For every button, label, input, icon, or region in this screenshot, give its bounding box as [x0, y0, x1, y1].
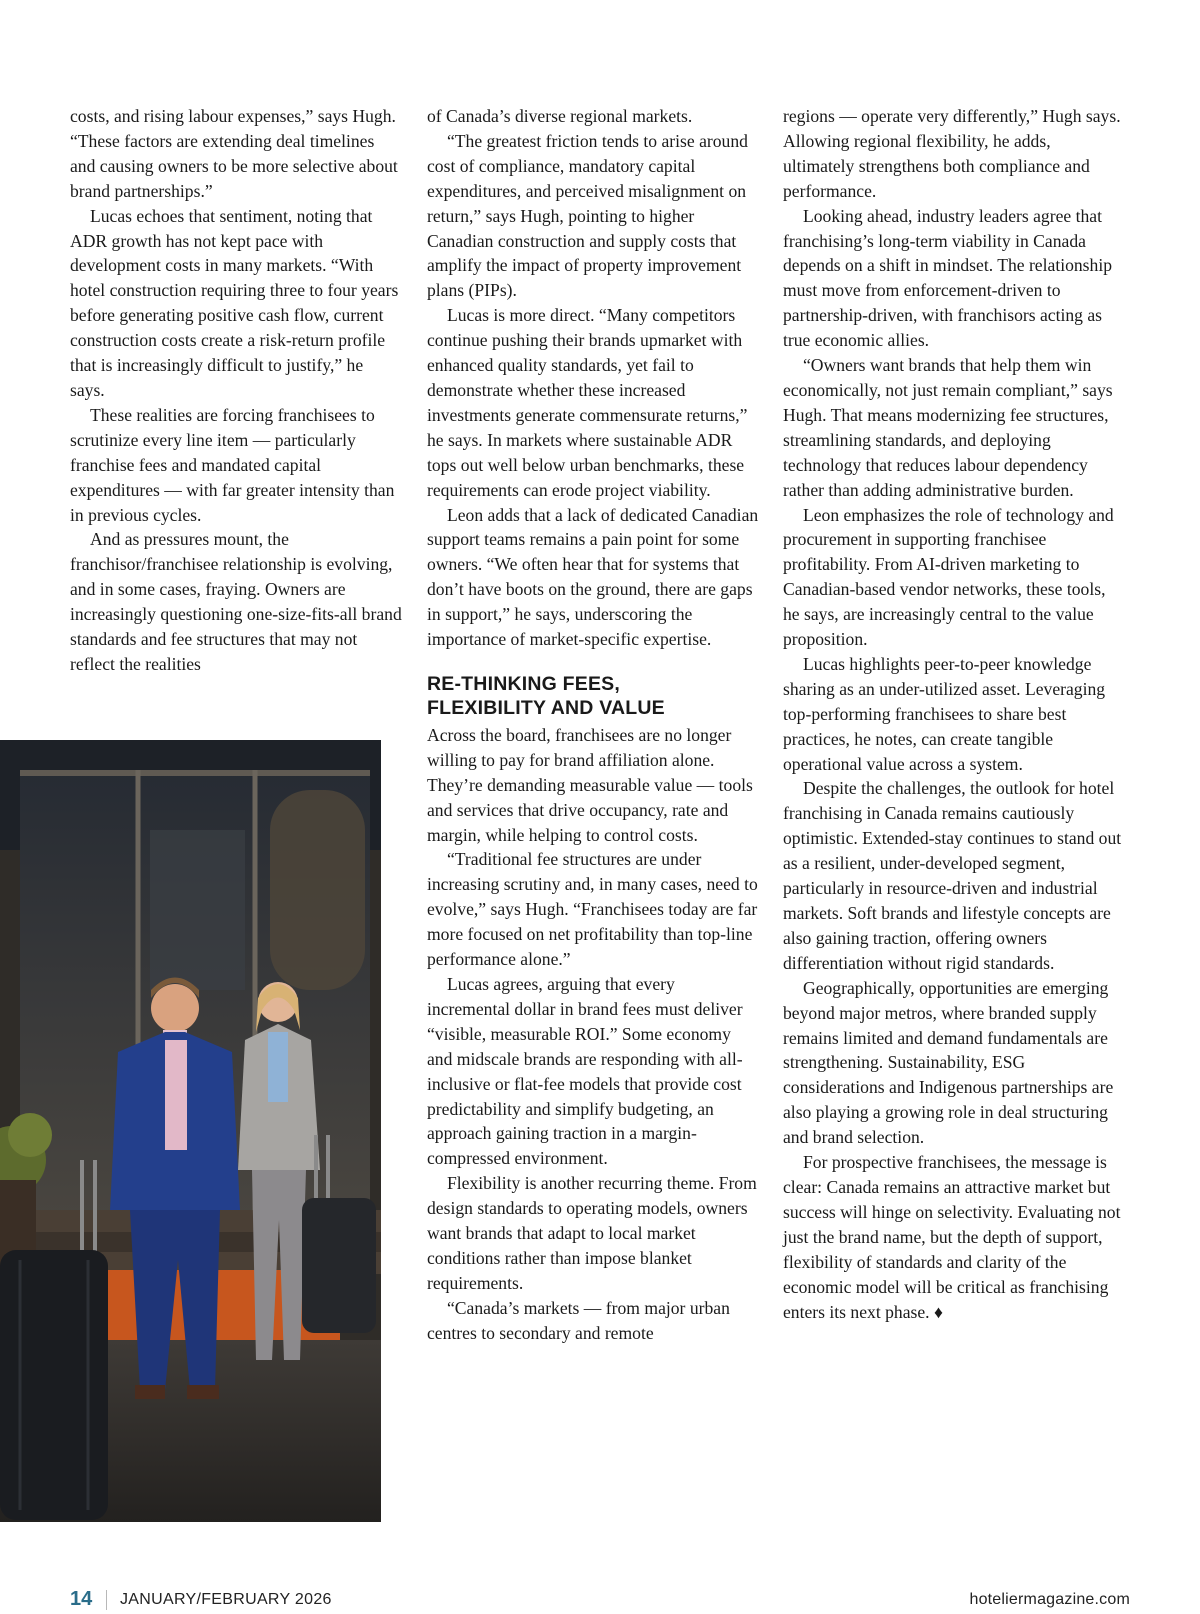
text-column-3 — [783, 104, 1123, 1324]
footer-divider — [106, 1590, 107, 1610]
paragraph: Lucas highlights peer-to-peer knowledge sharing as an under-utilized asset. Leveraging top-performing franchisees to share best practices, he notes, can create tangible operational value across a system. — [783, 653, 1106, 774]
text-column-2 — [427, 104, 759, 1346]
paragraph: Flexibility is another recurring theme. From design standards to operating models, owners want brands that adapt to local market conditions rather than impose blanket requirements. — [427, 1173, 757, 1293]
paragraph: For prospective franchisees, the message is clear: Canada remains an attractive market but success will hinge on selectivity. Evaluating not just the brand name, but the depth of support, flexibility of standards and clarity of the economic model will be critical as franchising enters its next phase. ♦ — [783, 1152, 1121, 1322]
page-number: 14 — [70, 1588, 93, 1610]
paragraph: of Canada’s diverse regional markets. — [427, 106, 693, 126]
paragraph: costs, and rising labour expenses,” says Hugh. “These factors are extending deal timelines and causing owners to be more selective about brand partnerships.” — [70, 106, 398, 201]
paragraph: Looking ahead, industry leaders agree that franchising’s long-term viability in Canada depends on a shift in mindset. The relationship must move from enforcement-driven to partnership-driven, with franchisors acting as true economic allies. — [783, 205, 1113, 351]
paragraph: And as pressures mount, the franchisor/franchisee relationship is evolving, and in some cases, fraying. Owners are increasingly questioning one-size-fits-all brand standards and fee structures that may not reflect the realities — [70, 529, 402, 674]
paragraph: These realities are forcing franchisees to scrutinize every line item — particularly franchise fees and mandated capital expenditures — with far greater intensity than in previous cycles. — [70, 404, 395, 525]
subheading-line-2: FLEXIBILITY AND VALUE — [427, 696, 665, 719]
text-column-1 — [70, 104, 402, 677]
paragraph: Geographically, opportunities are emerging beyond major metros, where branded supply remains limited and demand fundamentals are strengthening. Sustainability, ESG considerations and Indigenous partnerships are also playing a growing role in deal structuring and brand selection. — [783, 977, 1114, 1148]
paragraph: “Traditional fee structures are under increasing scrutiny and, in many cases, need to evolve,” says Hugh. “Franchisees today are far more focused on net profitability than top-line performance alone.” — [427, 849, 758, 970]
hotel-guests-photo — [0, 740, 381, 1522]
subheading-line-1: RE-THINKING FEES, — [427, 672, 620, 695]
paragraph: “Owners want brands that help them win economically, not just remain compliant,” says Hugh. That means modernizing fee structures, streamlining standards, and deploying technology that reduces labour dependency rather than adding administrative burden. — [783, 355, 1113, 500]
page-footer — [70, 1588, 1130, 1614]
paragraph: Despite the challenges, the outlook for hotel franchising in Canada remains cautiously optimistic. Extended-stay continues to stand out as a resilient, under-developed segment, particularly in resource-driven and industrial markets. Soft brands and lifestyle concepts are also gaining traction, offering owners differentiation without rigid standards. — [783, 778, 1122, 973]
website-url: hoteliermagazine.com — [969, 1591, 1130, 1608]
paragraph: Leon emphasizes the role of technology and procurement in supporting franchisee profitability. From AI-driven marketing to Canadian-based vendor networks, these tools, he says, are increasingly central to the value proposition. — [783, 504, 1114, 650]
paragraph: Leon adds that a lack of dedicated Canadian support teams remains a pain point for some owners. “We often hear that for systems that don’t have boots on the ground, there are gaps in support,” he says, underscoring the importance of market-specific expertise. — [427, 504, 759, 650]
paragraph: Lucas agrees, arguing that every incremental dollar in brand fees must deliver “visible, measurable ROI.” Some economy and midscale brands are responding with all-inclusive or flat-fee models that provide cost predictability and simplify budgeting, an approach gaining traction in a margin-compressed environment. — [427, 974, 743, 1169]
paragraph: “The greatest friction tends to arise around cost of compliance, mandatory capital expenditures, and perceived misalignment on return,” says Hugh, pointing to higher Canadian construction and supply costs that amplify the impact of property improvement plans (PIPs). — [427, 130, 748, 301]
paragraph: “Canada’s markets — from major urban centres to secondary and remote — [427, 1297, 730, 1343]
paragraph: Lucas echoes that sentiment, noting that ADR growth has not kept pace with development costs in many markets. “With hotel construction requiring three to four years before generating positive cash flow, current construction costs create a risk-return profile that is increasingly difficult to justify,” he says. — [70, 205, 399, 400]
paragraph: Lucas is more direct. “Many competitors continue pushing their brands upmarket with enhanced quality standards, yet fail to demonstrate whether these increased investments generate commensurate returns,” he says. In markets where sustainable ADR tops out well below urban benchmarks, these requirements can erode project viability. — [427, 305, 748, 500]
paragraph: Across the board, franchisees are no longer willing to pay for brand affiliation alone. They’re demanding measurable value — tools and services that drive occupancy, rate and margin, while helping to control costs. — [427, 724, 753, 845]
issue-date: JANUARY/FEBRUARY 2026 — [120, 1591, 332, 1608]
section-subheading — [427, 672, 759, 720]
paragraph: regions — operate very differently,” Hugh says. Allowing regional flexibility, he adds, ultimately strengthens both compliance and performance. — [783, 106, 1121, 201]
